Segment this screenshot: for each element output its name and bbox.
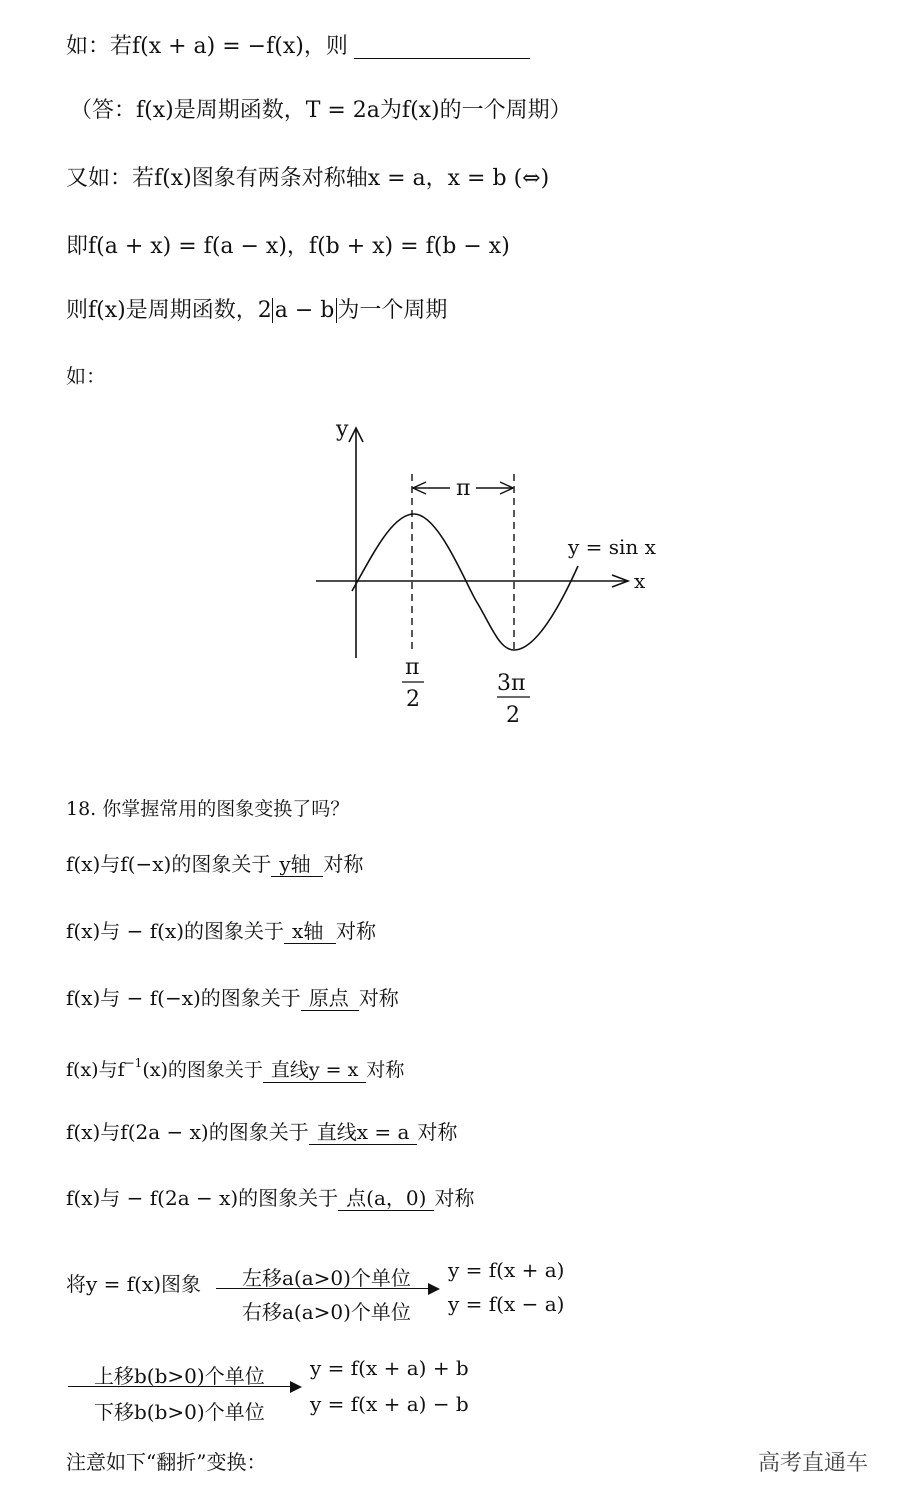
tick1-denominator: 2 (406, 687, 420, 712)
item2-pre: f(x)与 − f(x)的图象关于 (66, 919, 285, 943)
watermark: 高考直通车 (758, 1451, 869, 1476)
item6-pre: f(x)与 − f(2a − x)的图象关于 (66, 1186, 339, 1210)
sine-curve (352, 514, 578, 650)
shift-h-lead: 将y = f(x)图象 (66, 1272, 202, 1296)
item5-answer: 直线x = a (309, 1122, 418, 1145)
tick2-denominator: 2 (506, 703, 520, 728)
shift-h-arrow-line (216, 1288, 430, 1289)
line5-post: 为一个周期 (337, 298, 448, 323)
item4-pre-a: f(x)与f (66, 1059, 125, 1081)
item4-pre-sup: −1 (124, 1056, 143, 1070)
item6-post: 对称 (434, 1186, 475, 1210)
line5-pre: 则f(x)是周期函数，2 (66, 298, 272, 323)
item2-answer: x轴 (284, 921, 336, 944)
item1-pre: f(x)与f(−x)的图象关于 (66, 852, 272, 876)
transform-item-5 (66, 1122, 457, 1145)
shift-v-result-bottom: y = f(x + a) − b (310, 1392, 469, 1416)
item5-post: 对称 (417, 1120, 458, 1144)
text-line-3: 又如：若f(x)图象有两条对称轴x = a，x = b (⇔) (66, 166, 550, 191)
shift-h-arrow-head (428, 1283, 440, 1295)
curve-label: y = sin x (568, 535, 656, 559)
item1-answer: y轴 (271, 854, 323, 877)
item4-pre-b: (x)的图象关于 (142, 1059, 263, 1081)
line5-abs: a − b (272, 298, 338, 323)
note-line: 注意如下“翻折”变换： (66, 1450, 267, 1474)
shift-h-bottom-label: 右移a(a>0)个单位 (242, 1300, 411, 1324)
transform-item-2 (66, 921, 376, 944)
item4-post: 对称 (366, 1059, 405, 1081)
item3-answer: 原点 (301, 988, 359, 1011)
shift-v-top-label: 上移b(b>0)个单位 (94, 1364, 265, 1388)
y-axis-label: y (336, 417, 349, 442)
transform-item-4 (66, 1057, 404, 1083)
shift-v-arrow-head (290, 1381, 302, 1393)
item2-post: 对称 (336, 919, 377, 943)
text-line-6: 如： (66, 364, 106, 388)
item3-post: 对称 (358, 986, 399, 1010)
period-label: π (456, 476, 471, 501)
item3-pre: f(x)与 − f(−x)的图象关于 (66, 986, 301, 1010)
transform-item-1 (66, 854, 363, 877)
item1-post: 对称 (323, 852, 364, 876)
transform-item-3 (66, 988, 399, 1011)
transform-item-6 (66, 1188, 474, 1211)
shift-v-bottom-label: 下移b(b>0)个单位 (94, 1400, 265, 1424)
text-line-4: 即f(a + x) = f(a − x)，f(b + x) = f(b − x) (66, 234, 510, 259)
item4-answer: 直线y = x (263, 1061, 366, 1083)
shift-h-top-label: 左移a(a>0)个单位 (242, 1266, 411, 1290)
section-18-title: 18. 你掌握常用的图象变换了吗？ (66, 798, 350, 820)
tick2-numerator: 3π (497, 671, 526, 696)
item5-pre: f(x)与f(2a − x)的图象关于 (66, 1120, 309, 1144)
text-line-2: （答：f(x)是周期函数，T = 2a为f(x)的一个周期） (70, 98, 572, 123)
shift-v-result-top: y = f(x + a) + b (310, 1356, 469, 1380)
item6-answer: 点(a，0) (338, 1188, 434, 1211)
x-axis-label: x (634, 569, 646, 593)
line1-text: 如：若f(x + a) = −f(x)，则 (66, 34, 348, 59)
shift-h-result-top: y = f(x + a) (448, 1258, 565, 1282)
tick1-numerator: π (405, 655, 420, 680)
shift-v-arrow-line (68, 1386, 292, 1387)
shift-h-result-bottom: y = f(x − a) (448, 1292, 565, 1316)
